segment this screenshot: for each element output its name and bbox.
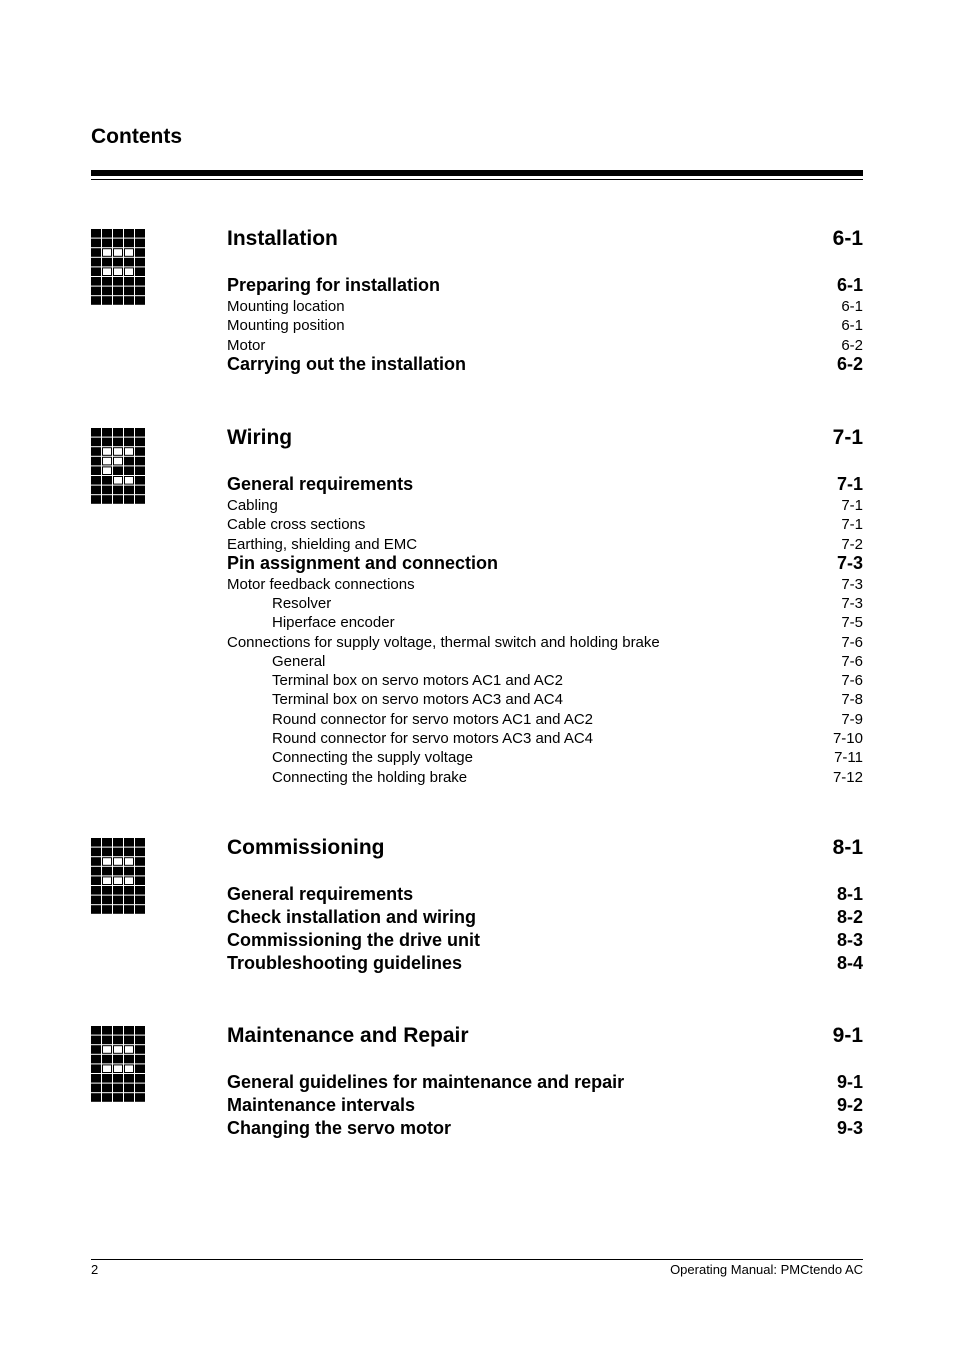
toc-subsection-entry <box>227 316 863 335</box>
marker-cell <box>136 858 145 866</box>
marker-cell <box>114 1055 123 1063</box>
marker-cell <box>103 239 112 247</box>
toc-subsubsection-entry <box>272 710 863 729</box>
marker-cell <box>136 486 145 494</box>
toc-section-entry <box>227 929 863 951</box>
marker-cell <box>114 278 123 286</box>
marker-cell <box>125 448 134 456</box>
toc-section-entry-title: Commissioning the drive unit <box>227 930 481 950</box>
footer-rule <box>91 1259 863 1260</box>
marker-cell <box>125 287 134 295</box>
marker-cell <box>125 1036 134 1044</box>
marker-cell <box>136 1084 145 1092</box>
marker-cell <box>103 1027 112 1035</box>
marker-cell <box>125 1075 134 1083</box>
page-title: Contents <box>91 125 182 148</box>
marker-cell <box>125 496 134 504</box>
chapter-heading-title: Wiring <box>227 426 293 449</box>
marker-cell <box>114 887 123 895</box>
marker-cell <box>92 906 101 914</box>
marker-cell <box>103 906 112 914</box>
marker-cell <box>125 839 134 847</box>
marker-cell <box>125 1027 134 1035</box>
marker-cell <box>92 429 101 437</box>
marker-cell <box>125 906 134 914</box>
marker-cell <box>103 858 112 866</box>
marker-cell <box>92 457 101 465</box>
marker-cell <box>103 457 112 465</box>
marker-cell <box>103 1055 112 1063</box>
marker-cell <box>103 1036 112 1044</box>
toc-subsection-entry-title: Mounting position <box>227 317 345 335</box>
marker-cell <box>114 230 123 238</box>
marker-cell <box>114 1065 123 1073</box>
marker-cell <box>92 268 101 276</box>
toc-section-entry <box>227 952 863 974</box>
toc-section-entry-title: Troubleshooting guidelines <box>227 953 463 973</box>
toc-subsubsection-entry-page: 7-12 <box>832 768 863 786</box>
marker-cell <box>103 839 112 847</box>
toc-subsection-entry-title: Cabling <box>227 497 278 514</box>
marker-cell <box>103 448 112 456</box>
marker-cell <box>103 486 112 494</box>
marker-cell <box>136 467 145 475</box>
marker-cell <box>125 278 134 286</box>
toc-subsection-entry-page: 7-2 <box>841 535 863 553</box>
chapter-heading-title: Commissioning <box>227 836 385 859</box>
toc-section-entry <box>227 353 863 375</box>
marker-cell <box>125 1084 134 1092</box>
toc-section-entry-page: 8-1 <box>836 884 863 904</box>
marker-cell <box>103 1065 112 1073</box>
marker-cell <box>125 887 134 895</box>
toc-subsubsection-entry-title: Resolver <box>272 594 332 612</box>
marker-cell <box>92 858 101 866</box>
marker-cell <box>114 477 123 485</box>
toc-section-entry <box>227 1071 863 1093</box>
toc-subsubsection-entry <box>272 729 863 748</box>
toc-subsubsection-entry-page: 7-6 <box>841 652 863 670</box>
marker-cell <box>136 887 145 895</box>
marker-cell <box>114 287 123 295</box>
marker-cell <box>125 848 134 856</box>
marker-cell <box>92 1065 101 1073</box>
footer-document-title: Operating Manual: PMCtendo AC <box>670 1262 863 1277</box>
toc-subsubsection-entry-page: 7-6 <box>841 672 863 690</box>
marker-cell <box>136 477 145 485</box>
chapter-marker-icon <box>90 228 147 306</box>
marker-cell <box>136 906 145 914</box>
marker-cell <box>125 249 134 257</box>
toc-section-entry-page: 6-1 <box>836 275 863 295</box>
marker-cell <box>125 486 134 494</box>
toc-section-entry-title: Maintenance intervals <box>227 1095 416 1115</box>
marker-cell <box>136 1075 145 1083</box>
marker-cell <box>103 1084 112 1092</box>
marker-cell <box>136 1055 145 1063</box>
toc-subsection-entry-title: Cable cross sections <box>227 516 366 534</box>
marker-cell <box>114 448 123 456</box>
marker-cell <box>92 839 101 847</box>
toc-section-entry-title: Pin assignment and connection <box>227 552 499 573</box>
marker-cell <box>125 258 134 266</box>
marker-cell <box>92 287 101 295</box>
marker-cell <box>125 457 134 465</box>
toc-section-entry-page: 9-3 <box>836 1118 863 1138</box>
toc-subsubsection-entry-page: 7-11 <box>834 749 863 767</box>
marker-cell <box>136 278 145 286</box>
toc-subsubsection-entry-title: Round connector for servo motors AC1 and AC2 <box>272 710 594 728</box>
marker-cell <box>114 1027 123 1035</box>
marker-cell <box>114 877 123 885</box>
marker-cell <box>103 887 112 895</box>
toc-subsubsection-entry <box>272 768 863 787</box>
marker-cell <box>114 906 123 914</box>
marker-cell <box>125 1065 134 1073</box>
marker-cell <box>92 1027 101 1035</box>
marker-cell <box>114 467 123 475</box>
marker-cell <box>103 438 112 446</box>
marker-cell <box>136 1094 145 1102</box>
marker-cell <box>103 1094 112 1102</box>
marker-cell <box>125 438 134 446</box>
marker-cell <box>92 867 101 875</box>
marker-cell <box>92 448 101 456</box>
toc-section-entry <box>227 274 863 296</box>
header-rule <box>91 170 863 176</box>
marker-cell <box>136 239 145 247</box>
marker-cell <box>136 457 145 465</box>
marker-cell <box>114 839 123 847</box>
toc-section-entry-title: Carrying out the installation <box>227 353 467 374</box>
toc-section-entry-page: 9-2 <box>836 1095 863 1115</box>
marker-cell <box>125 858 134 866</box>
marker-cell <box>114 867 123 875</box>
marker-cell <box>125 1094 134 1102</box>
toc-section-entry-page: 8-2 <box>836 907 863 927</box>
marker-cell <box>92 896 101 904</box>
toc-section-entry <box>227 883 863 905</box>
toc-section-entry-title: Changing the servo motor <box>227 1118 452 1138</box>
marker-cell <box>103 877 112 885</box>
toc-section-entry <box>227 552 863 574</box>
marker-cell <box>92 848 101 856</box>
marker-cell <box>103 249 112 257</box>
marker-cell <box>136 848 145 856</box>
marker-cell <box>103 429 112 437</box>
marker-cell <box>114 249 123 257</box>
marker-cell <box>114 457 123 465</box>
marker-cell <box>92 1036 101 1044</box>
marker-cell <box>136 448 145 456</box>
toc-subsubsection-entry-page: 7-5 <box>841 614 863 632</box>
chapter-marker-icon <box>90 837 147 915</box>
toc-subsection-entry-page: 7-1 <box>841 497 863 514</box>
toc-subsubsection-entry-title: Connecting the supply voltage <box>272 749 473 767</box>
marker-cell <box>92 230 101 238</box>
marker-cell <box>125 867 134 875</box>
marker-cell <box>125 896 134 904</box>
marker-cell <box>125 1046 134 1054</box>
marker-cell <box>103 297 112 305</box>
marker-cell <box>92 438 101 446</box>
marker-cell <box>136 1065 145 1073</box>
marker-cell <box>92 1055 101 1063</box>
toc-subsubsection-entry <box>272 652 863 671</box>
chapter-marker-icon <box>90 427 147 505</box>
chapter-heading-title: Installation <box>227 227 338 250</box>
chapter-heading-page: 9-1 <box>832 1024 863 1047</box>
marker-cell <box>103 848 112 856</box>
marker-cell <box>92 258 101 266</box>
toc-subsubsection-entry-title: Hiperface encoder <box>272 614 395 632</box>
toc-section-entry-page: 6-2 <box>836 353 863 374</box>
toc-section-entry <box>227 473 863 495</box>
marker-cell <box>136 258 145 266</box>
toc-section-entry-title: General requirements <box>227 474 414 494</box>
marker-cell <box>92 496 101 504</box>
marker-cell <box>103 1046 112 1054</box>
toc-subsubsection-entry-page: 7-3 <box>841 594 863 612</box>
marker-cell <box>136 268 145 276</box>
toc-subsection-entry-page: 7-1 <box>841 516 863 534</box>
marker-cell <box>125 230 134 238</box>
toc-subsubsection-entry-page: 7-9 <box>841 710 863 728</box>
marker-cell <box>136 297 145 305</box>
toc-section-entry-page: 8-4 <box>836 953 863 973</box>
marker-cell <box>92 297 101 305</box>
toc-subsubsection-entry-page: 7-10 <box>832 730 863 747</box>
toc-section-entry-page: 7-1 <box>836 474 863 494</box>
marker-cell <box>125 467 134 475</box>
marker-cell <box>92 877 101 885</box>
marker-cell <box>136 877 145 885</box>
marker-cell <box>92 1094 101 1102</box>
marker-cell <box>114 486 123 494</box>
marker-cell <box>125 429 134 437</box>
marker-cell <box>92 887 101 895</box>
toc-section-entry-title: Preparing for installation <box>227 275 441 295</box>
chapter-heading-page: 8-1 <box>832 836 863 859</box>
toc-section-entry-title: General requirements <box>227 884 414 904</box>
toc-subsubsection-entry <box>272 748 863 767</box>
toc-subsection-entry <box>227 633 863 652</box>
marker-cell <box>125 297 134 305</box>
marker-cell <box>125 268 134 276</box>
toc-subsection-entry-page: 6-1 <box>841 298 863 315</box>
marker-cell <box>103 287 112 295</box>
chapter-heading-page: 6-1 <box>832 227 863 250</box>
marker-cell <box>136 1027 145 1035</box>
marker-cell <box>114 1094 123 1102</box>
toc-subsubsection-entry <box>272 690 863 709</box>
marker-cell <box>103 268 112 276</box>
chapter-heading <box>227 226 863 252</box>
marker-cell <box>114 438 123 446</box>
chapter-heading <box>227 1023 863 1049</box>
toc-subsubsection-entry-title: General <box>272 652 326 670</box>
toc-subsection-entry <box>227 297 863 316</box>
marker-cell <box>103 867 112 875</box>
marker-cell <box>114 1084 123 1092</box>
toc-subsection-entry-title: Motor <box>227 336 266 354</box>
toc-subsection-entry-page: 7-6 <box>841 633 863 651</box>
marker-cell <box>114 297 123 305</box>
marker-cell <box>136 496 145 504</box>
marker-cell <box>114 268 123 276</box>
toc-subsubsection-entry <box>272 671 863 690</box>
marker-cell <box>136 867 145 875</box>
marker-cell <box>114 239 123 247</box>
toc-subsubsection-entry-page: 7-8 <box>841 691 863 709</box>
marker-cell <box>125 1055 134 1063</box>
footer-page-number: 2 <box>91 1262 99 1277</box>
toc-subsubsection-entry-title: Round connector for servo motors AC3 and AC4 <box>272 730 594 747</box>
toc-subsection-entry-title: Motor feedback connections <box>227 575 415 593</box>
toc-section-entry-title: General guidelines for maintenance and repair <box>227 1072 625 1092</box>
header-rule-thin <box>91 179 863 180</box>
marker-cell <box>103 278 112 286</box>
marker-cell <box>125 477 134 485</box>
toc-section-entry <box>227 1117 863 1139</box>
toc-subsubsection-entry-title: Connecting the holding brake <box>272 768 468 786</box>
toc-section-entry-title: Check installation and wiring <box>227 907 477 927</box>
toc-subsection-entry-title: Connections for supply voltage, thermal switch and holding brake <box>227 633 660 651</box>
toc-subsubsection-entry <box>272 594 863 613</box>
toc-subsection-entry-page: 7-3 <box>841 575 863 593</box>
marker-cell <box>92 1046 101 1054</box>
marker-cell <box>103 1075 112 1083</box>
marker-cell <box>114 429 123 437</box>
chapter-marker-icon <box>90 1025 147 1103</box>
toc-subsection-entry <box>227 575 863 594</box>
marker-cell <box>92 477 101 485</box>
toc-section-entry-page: 9-1 <box>836 1072 863 1092</box>
marker-cell <box>136 429 145 437</box>
marker-cell <box>92 278 101 286</box>
marker-cell <box>136 896 145 904</box>
marker-cell <box>114 896 123 904</box>
marker-cell <box>92 249 101 257</box>
toc-subsubsection-entry-title: Terminal box on servo motors AC1 and AC2 <box>272 672 563 690</box>
marker-cell <box>114 1075 123 1083</box>
marker-cell <box>136 287 145 295</box>
marker-cell <box>136 230 145 238</box>
marker-cell <box>136 438 145 446</box>
marker-cell <box>92 1075 101 1083</box>
marker-cell <box>92 467 101 475</box>
marker-cell <box>125 877 134 885</box>
toc-section-entry-page: 7-3 <box>836 552 863 573</box>
marker-cell <box>103 477 112 485</box>
toc-subsection-entry-title: Earthing, shielding and EMC <box>227 535 418 553</box>
toc-section-entry <box>227 1094 863 1116</box>
marker-cell <box>114 848 123 856</box>
toc-subsection-entry-page: 6-2 <box>841 336 863 354</box>
marker-cell <box>114 258 123 266</box>
marker-cell <box>103 896 112 904</box>
marker-cell <box>114 858 123 866</box>
marker-cell <box>136 1046 145 1054</box>
chapter-heading <box>227 425 863 451</box>
marker-cell <box>92 1084 101 1092</box>
marker-cell <box>114 496 123 504</box>
marker-cell <box>136 249 145 257</box>
chapter-heading-title: Maintenance and Repair <box>227 1024 469 1047</box>
marker-cell <box>136 839 145 847</box>
marker-cell <box>114 1046 123 1054</box>
chapter-heading-page: 7-1 <box>832 426 863 449</box>
marker-cell <box>92 239 101 247</box>
toc-subsection-entry <box>227 496 863 515</box>
marker-cell <box>103 467 112 475</box>
toc-subsubsection-entry-title: Terminal box on servo motors AC3 and AC4 <box>272 691 563 709</box>
marker-cell <box>103 496 112 504</box>
marker-cell <box>136 1036 145 1044</box>
toc-section-entry-page: 8-3 <box>836 930 863 950</box>
marker-cell <box>125 239 134 247</box>
toc-subsection-entry <box>227 515 863 534</box>
marker-cell <box>114 1036 123 1044</box>
marker-cell <box>92 486 101 494</box>
toc-section-entry <box>227 906 863 928</box>
marker-cell <box>103 258 112 266</box>
chapter-heading <box>227 835 863 861</box>
toc-subsection-entry-page: 6-1 <box>841 317 863 335</box>
marker-cell <box>103 230 112 238</box>
toc-subsubsection-entry <box>272 613 863 632</box>
toc-subsection-entry-title: Mounting location <box>227 298 345 315</box>
